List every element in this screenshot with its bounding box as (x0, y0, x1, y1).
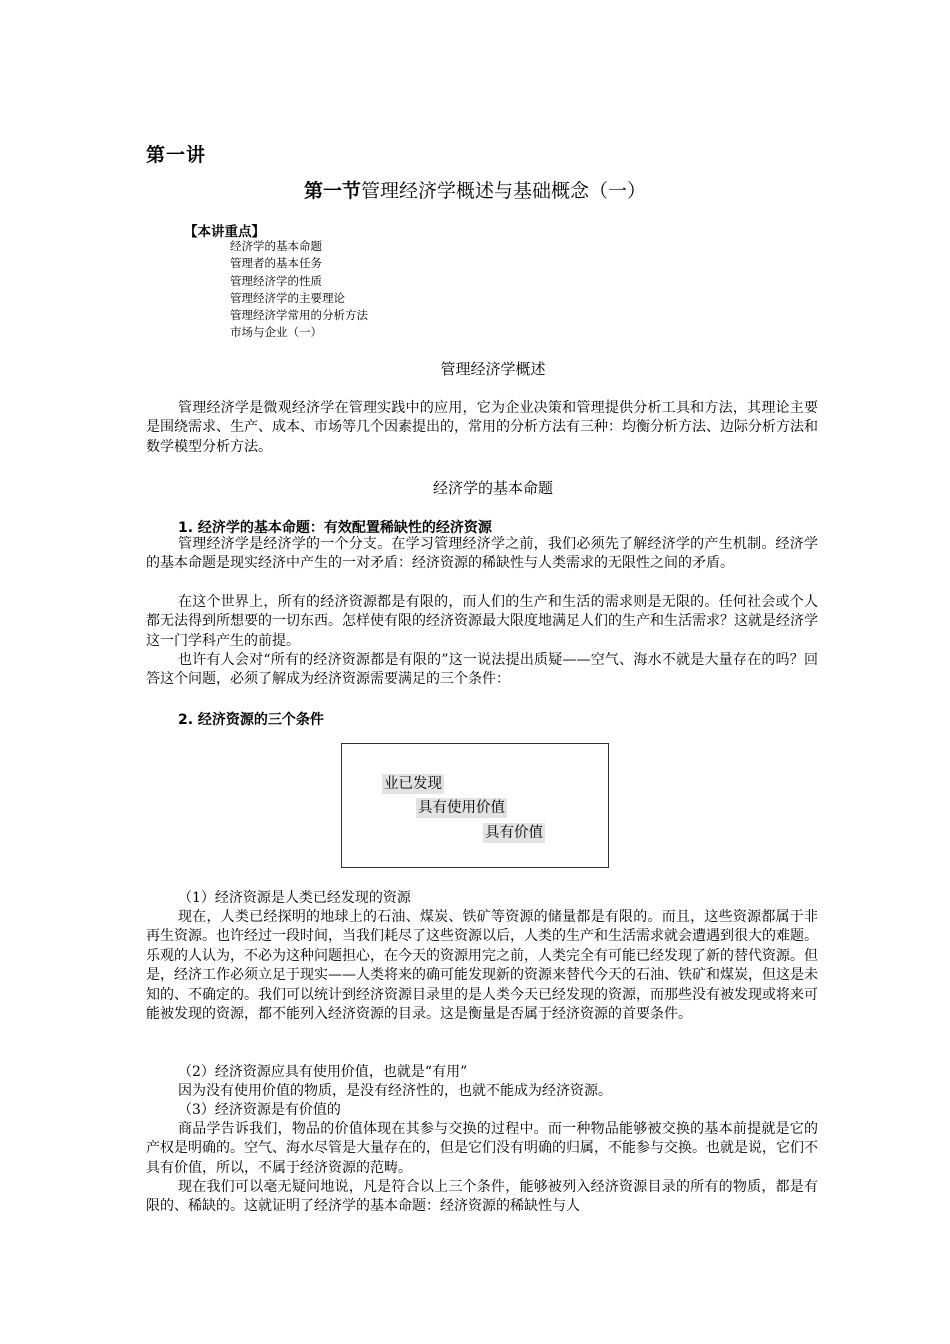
basic-proposition-heading: 经济学的基本命题 (432, 479, 553, 497)
proposition-paragraph-1: 管理经济学是经济学的一个分支。在学习管理经济学之前，我们必须先了解经济学的产生机制。经济学的基本命题是现实经济中产生的一对矛盾：经济资源的稀缺性与人类需求的无限性之间的矛盾。 (146, 536, 818, 572)
key-point-item: 管理经济学常用的分析方法 (230, 308, 368, 323)
overview-paragraph: 管理经济学是微观经济学在管理实践中的应用，它为企业决策和管理提供分析工具和方法，其理论主要是围绕需求、生产、成本、市场等几个因素提出的，常用的分析方法有三种：均衡分析方法、边际分析方法和数学模型分析方法。 (146, 400, 818, 455)
key-points-list (230, 238, 368, 342)
section-number: 第一节 (303, 180, 361, 202)
subheading-1: 1. 经济学的基本命题：有效配置稀缺性的经济资源 (178, 520, 492, 536)
section-title (0, 176, 950, 203)
proposition-paragraph-3: 也许有人会对“所有的经济资源都是有限的”这一说法提出质疑——空气、海水不就是大量存在的吗？回答这个问题，必须了解成为经济资源需要满足的三个条件： (146, 652, 818, 688)
condition-value: 具有价值 (485, 825, 543, 841)
condition-2-text: 因为没有使用价值的物质，是没有经济性的，也就不能成为经济资源。 (178, 1083, 612, 1099)
condition-discovered: 业已发现 (384, 776, 442, 792)
condition-3-title: （3）经济资源是有价值的 (178, 1102, 341, 1118)
overview-heading: 管理经济学概述 (440, 360, 546, 378)
conditions-box (341, 743, 609, 868)
condition-1-text: 现在，人类已经探明的地球上的石油、煤炭、铁矿等资源的储量都是有限的。而且，这些资源都属于非再生资源。也许经过一段时间，当我们耗尽了这些资源以后，人类的生产和生活需求就会遭遇到很大的难题。乐观的人认为，不必为这种问题担心，在今天的资源用完之前，人类完全有可能已经发现了新的替代资源。但是，经济工作必须立足于现实——人类将来的确可能发现新的资源来替代今天的石油、铁矿和煤炭，但这是未知的、不确定的。我们可以统计到经济资源目录里的是人类今天已经发现的资源，而那些没有被发现或将来可能被发现的资源，都不能列入经济资源的目录。这是衡量是否属于经济资源的首要条件。 (146, 909, 818, 1023)
key-points-heading: 【本讲重点】 (184, 224, 265, 240)
conclusion-paragraph: 现在我们可以毫无疑问地说，凡是符合以上三个条件，能够被列入经济资源目录的所有的物质，都是有限的、稀缺的。这就证明了经济学的基本命题：经济资源的稀缺性与人 (146, 1179, 818, 1215)
condition-3-text: 商品学告诉我们，物品的价值体现在其参与交换的过程中。而一种物品能够被交换的基本前提就是它的产权是明确的。空气、海水尽管是大量存在的，但是它们没有明确的归属，不能参与交换。也就是说，它们不具有价值，所以，不属于经济资源的范畴。 (146, 1121, 818, 1176)
key-point-item: 管理经济学的主要理论 (230, 290, 345, 305)
key-point-item: 经济学的基本命题 (230, 239, 322, 253)
condition-2-title: （2）经济资源应具有使用价值，也就是“有用” (178, 1064, 468, 1080)
lecture-title: 第一讲 (146, 144, 207, 166)
subheading-2: 2. 经济资源的三个条件 (178, 712, 324, 728)
key-point-item: 管理经济学的性质 (230, 273, 322, 288)
key-point-item: 管理者的基本任务 (230, 256, 322, 271)
proposition-paragraph-2: 在这个世界上，所有的经济资源都是有限的，而人们的生产和生活的需求则是无限的。任何社会或个人都无法得到所想要的一切东西。怎样使有限的经济资源最大限度地满足人们的生产和生活需求？这就是经济学这一门学科产生的前提。 (146, 594, 818, 649)
condition-1-title: （1）经济资源是人类已经发现的资源 (178, 890, 411, 906)
section-name: 管理经济学概述与基础概念（一） (361, 180, 647, 202)
condition-use-value: 具有使用价值 (418, 800, 505, 816)
key-point-item: 市场与企业（一） (230, 325, 322, 340)
